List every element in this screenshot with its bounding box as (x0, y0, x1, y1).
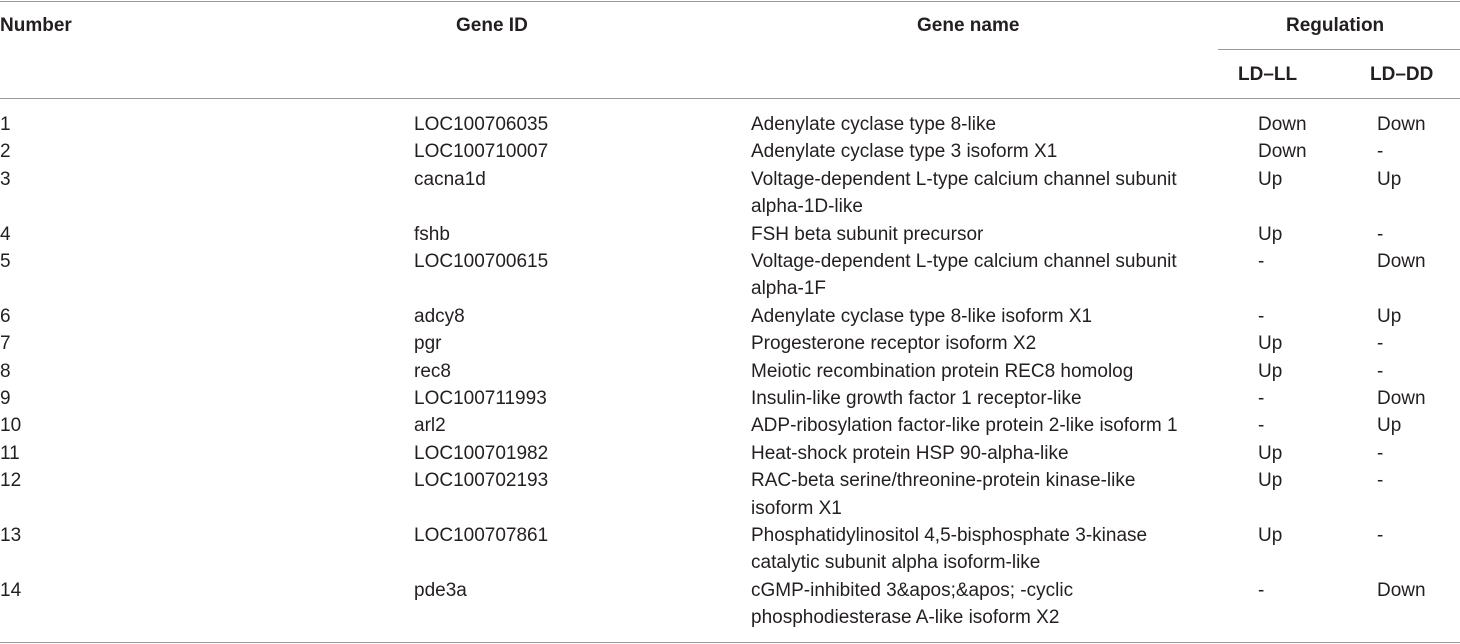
row-ld-dd: Up (1377, 415, 1402, 437)
row-number: 13 (0, 525, 22, 546)
header-regulation: Regulation (1286, 15, 1385, 36)
row-number: 2 (0, 141, 11, 163)
row-gene-id: LOC100707861 (414, 525, 549, 546)
row-gene-name: Meiotic recombination protein REC8 homolog (751, 360, 1134, 382)
row-ld-ll: Up (1258, 333, 1283, 355)
row-ld-dd: - (1377, 360, 1384, 382)
header-ld-dd: LD–DD (1370, 64, 1434, 85)
row-gene-id: LOC100706035 (414, 114, 549, 135)
row-number: 4 (0, 223, 11, 245)
row-ld-ll: Up (1258, 223, 1283, 245)
row-gene-name: Adenylate cyclase type 3 isoform X1 (751, 141, 1058, 163)
row-number: 1 (0, 114, 11, 135)
row-ld-ll: Up (1258, 360, 1283, 382)
row-gene-name: Voltage-dependent L-type calcium channel subunit (751, 168, 1177, 190)
row-ld-ll: - (1258, 415, 1265, 437)
row-ld-ll: Up (1258, 470, 1283, 492)
bottom-rule (0, 642, 1460, 643)
row-gene-id: adcy8 (414, 305, 465, 327)
top-rule (0, 1, 1460, 2)
row-gene-id: pde3a (414, 579, 467, 601)
row-gene-name: FSH beta subunit precursor (751, 223, 984, 245)
row-number: 9 (0, 388, 11, 409)
row-number: 6 (0, 305, 11, 327)
row-number: 11 (0, 442, 20, 464)
row-ld-dd: Down (1377, 388, 1426, 409)
row-gene-name: alpha-1D-like (751, 196, 863, 218)
row-gene-id: LOC100700615 (414, 251, 549, 272)
header-number: Number (0, 15, 72, 36)
row-ld-ll: - (1258, 388, 1265, 409)
row-number: 3 (0, 168, 11, 190)
row-gene-name: phosphodiesterase A-like isoform X2 (751, 607, 1060, 629)
row-gene-name: Adenylate cyclase type 8-like isoform X1 (751, 305, 1093, 327)
row-gene-name: Heat-shock protein HSP 90-alpha-like (751, 442, 1069, 464)
header-gene-name: Gene name (917, 15, 1020, 36)
row-gene-name: Voltage-dependent L-type calcium channel subunit (751, 251, 1177, 272)
row-ld-dd: - (1377, 525, 1384, 546)
row-ld-dd: Down (1377, 251, 1426, 272)
row-ld-ll: - (1258, 305, 1265, 327)
row-ld-ll: Up (1258, 442, 1283, 464)
row-ld-dd: Up (1377, 168, 1402, 190)
row-gene-id: LOC100711993 (414, 388, 547, 409)
row-ld-dd: - (1377, 223, 1384, 245)
row-ld-ll: - (1258, 579, 1265, 601)
row-gene-name: Adenylate cyclase type 8-like (751, 114, 997, 135)
row-number: 8 (0, 360, 11, 382)
row-number: 12 (0, 470, 22, 492)
row-ld-ll: Up (1258, 168, 1283, 190)
row-gene-id: arl2 (414, 415, 446, 437)
row-ld-ll: Down (1258, 141, 1307, 163)
row-number: 7 (0, 333, 11, 355)
row-ld-dd: Up (1377, 305, 1402, 327)
header-ld-ll: LD–LL (1238, 64, 1298, 85)
row-ld-dd: - (1377, 333, 1384, 355)
row-ld-dd: Down (1377, 579, 1426, 601)
row-number: 5 (0, 251, 11, 272)
header-bottom-rule (0, 98, 1460, 99)
row-gene-id: cacna1d (414, 168, 486, 190)
regulation-rule (1218, 49, 1460, 50)
row-gene-name: cGMP-inhibited 3&apos;&apos; -cyclic (751, 579, 1074, 601)
row-ld-dd: - (1377, 442, 1384, 464)
row-gene-id: LOC100701982 (414, 442, 549, 464)
row-ld-dd: - (1377, 470, 1384, 492)
row-gene-id: fshb (414, 223, 450, 245)
row-gene-name: Phosphatidylinositol 4,5-bisphosphate 3-kinase (751, 525, 1148, 546)
row-gene-name: Progesterone receptor isoform X2 (751, 333, 1037, 355)
row-number: 10 (0, 415, 22, 437)
row-gene-name: RAC-beta serine/threonine-protein kinase-like (751, 470, 1136, 492)
row-gene-name: ADP-ribosylation factor-like protein 2-like isoform 1 (751, 415, 1178, 437)
row-gene-name: Insulin-like growth factor 1 receptor-like (751, 388, 1082, 409)
header-gene-id: Gene ID (456, 15, 528, 36)
row-number: 14 (0, 579, 22, 601)
row-gene-id: LOC100702193 (414, 470, 549, 492)
row-gene-name: isoform X1 (751, 497, 842, 519)
row-gene-name: alpha-1F (751, 278, 826, 300)
row-gene-name: catalytic subunit alpha isoform-like (751, 552, 1041, 574)
row-ld-ll: Up (1258, 525, 1283, 546)
row-ld-ll: - (1258, 251, 1265, 272)
row-ld-ll: Down (1258, 114, 1307, 135)
row-ld-dd: Down (1377, 114, 1426, 135)
row-gene-id: rec8 (414, 360, 451, 382)
row-ld-dd: - (1377, 141, 1384, 163)
row-gene-id: pgr (414, 333, 442, 355)
row-gene-id: LOC100710007 (414, 141, 549, 163)
